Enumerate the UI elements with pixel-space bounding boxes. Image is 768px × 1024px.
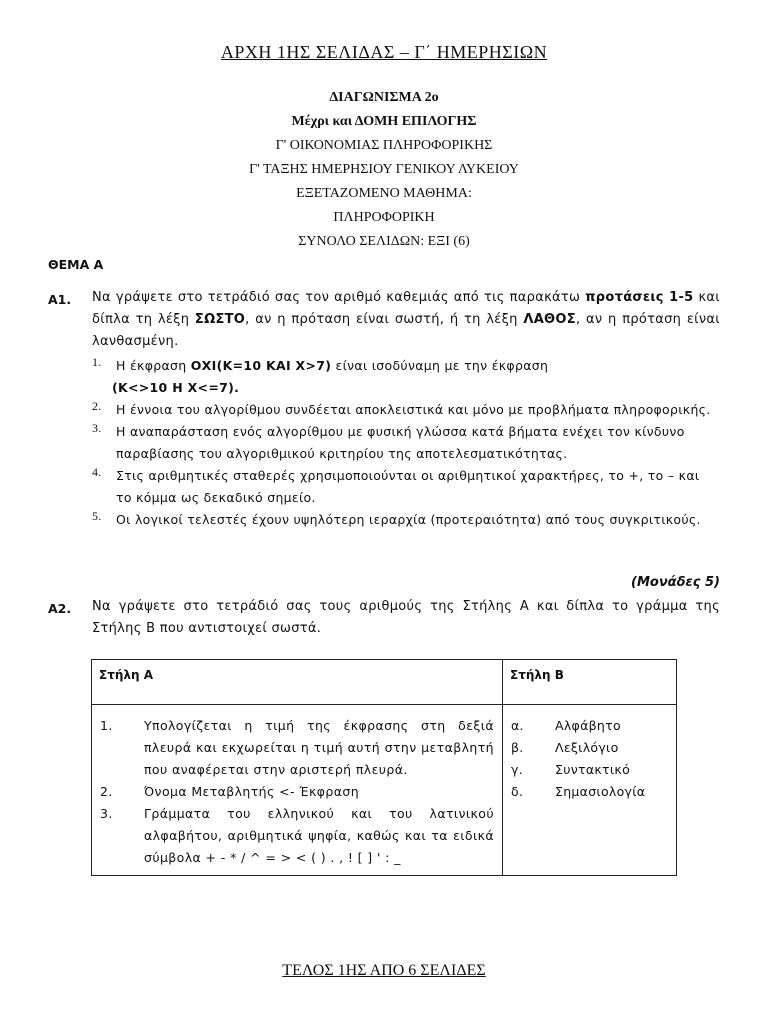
question-a2-label: Α2. (48, 601, 72, 616)
statement-list (92, 355, 712, 531)
statement-number: 3. (92, 421, 102, 435)
question-a1-label: Α1. (48, 292, 72, 307)
matching-table (91, 659, 677, 876)
statement-number: 4. (92, 465, 102, 479)
section-heading: ΘΕΜΑ Α (48, 257, 104, 272)
column-b-item: β. Λεξιλόγιο (511, 740, 619, 755)
column-b-header: Στήλη Β (503, 660, 677, 705)
statement-item: 2. Η έννοια του αλγορίθμου συνδέεται αποκλειστικά και μόνο με προβλήματα πληροφορικής. (92, 399, 712, 421)
marks-label: (Μονάδες 5) (631, 575, 720, 590)
column-a-cell (92, 705, 503, 876)
exam-class-school: Γ' ΤΑΞΗΣ ΗΜΕΡΗΣΙΟΥ ΓΕΝΙΚΟΥ ΛΥΚΕΙΟΥ (249, 162, 519, 177)
statement-item: 5. Οι λογικοί τελεστές έχουν υψηλότερη ιεραρχία (προτεραιότητα) από τους συγκριτικούς. (92, 509, 712, 531)
column-b-cell (503, 705, 677, 876)
column-b-item: α. Αλφάβητο (511, 718, 621, 733)
exam-subject-label: ΕΞΕΤΑΖΟΜΕΝΟ ΜΑΘΗΜΑ: (296, 186, 472, 201)
question-a2-text: Να γράψετε στο τετράδιό σας τους αριθμούς της Στήλης Α και δίπλα το γράμμα της Στήλης Β που αντιστοιχεί σωστά. (92, 599, 720, 636)
exam-subject: ΠΛΗΡΟΦΟΡΙΚΗ (333, 210, 435, 225)
page-footer: ΤΕΛΟΣ 1ΗΣ ΑΠΟ 6 ΣΕΛΙΔΕΣ (282, 962, 486, 979)
statement-item: 1. Η έκφραση ΟΧΙ(Κ=10 ΚΑΙ Χ>7) είναι ισοδύναμη με την έκφραση (92, 355, 712, 377)
column-a-header: Στήλη Α (92, 660, 503, 705)
column-a-item: 1. Υπολογίζεται η τιμή της έκφρασης στη δεξιά πλευρά και εκχωρείται η τιμή αυτή στην μεταβλητή που αναφέρεται στην αριστερή πλευρά. (100, 718, 494, 777)
exam-class-track: Γ' ΟΙΚΟΝΟΜΙΑΣ ΠΛΗΡΟΦΟΡΙΚΗΣ (275, 138, 493, 153)
column-b-item: δ. Σημασιολογία (511, 784, 646, 799)
statement-number: 1. (92, 355, 102, 369)
question-a1-intro: Να γράψετε στο τετράδιό σας τον αριθμό καθεμιάς από τις παρακάτω προτάσεις 1-5 και δίπλα τη λέξη ΣΩΣΤΟ, αν η πρόταση είναι σωστή, ή τη λέξη ΛΑΘΟΣ, αν η πρόταση είναι λανθασμένη. (92, 290, 721, 349)
statement-number: 5. (92, 509, 102, 523)
column-a-item: 2. Όνομα Μεταβλητής <- Έκφραση (100, 784, 360, 799)
statement-item: 4. Στις αριθμητικές σταθερές χρησιμοποιούνται οι αριθμητικοί χαρακτήρες, το +, το – και το κόμμα ως δεκαδικό σημείο. (92, 465, 712, 509)
exam-page-count: ΣΥΝΟΛΟ ΣΕΛΙΔΩΝ: ΕΞΙ (6) (298, 234, 470, 249)
statement-item: 3. Η αναπαράσταση ενός αλγορίθμου με φυσική γλώσσα κατά βήματα ενέχει τον κίνδυνο παραβίασης του αλγοριθμικού κριτηρίου της αποτελεσματικότητας. (92, 421, 712, 465)
statement-item-continuation: (Κ<>10 Η Χ<=7). (112, 380, 240, 395)
exam-scope: Μέχρι και ΔΟΜΗ ΕΠΙΛΟΓΗΣ (291, 114, 477, 129)
column-b-item: γ. Συντακτικό (511, 762, 631, 777)
column-a-item: 3. Γράμματα του ελληνικού και του λατινικού αλφαβήτου, αριθμητικά ψηφία, καθώς και τα ειδικά σύμβολα + - * / ^ = > < ( ) . , ! [ ] ' : _ (100, 806, 494, 865)
page-header: ΑΡΧΗ 1ΗΣ ΣΕΛΙΔΑΣ – Γ΄ ΗΜΕΡΗΣΙΩΝ (220, 42, 548, 62)
exam-title: ΔΙΑΓΩΝΙΣΜΑ 2ο (329, 90, 439, 105)
statement-number: 2. (92, 399, 102, 413)
